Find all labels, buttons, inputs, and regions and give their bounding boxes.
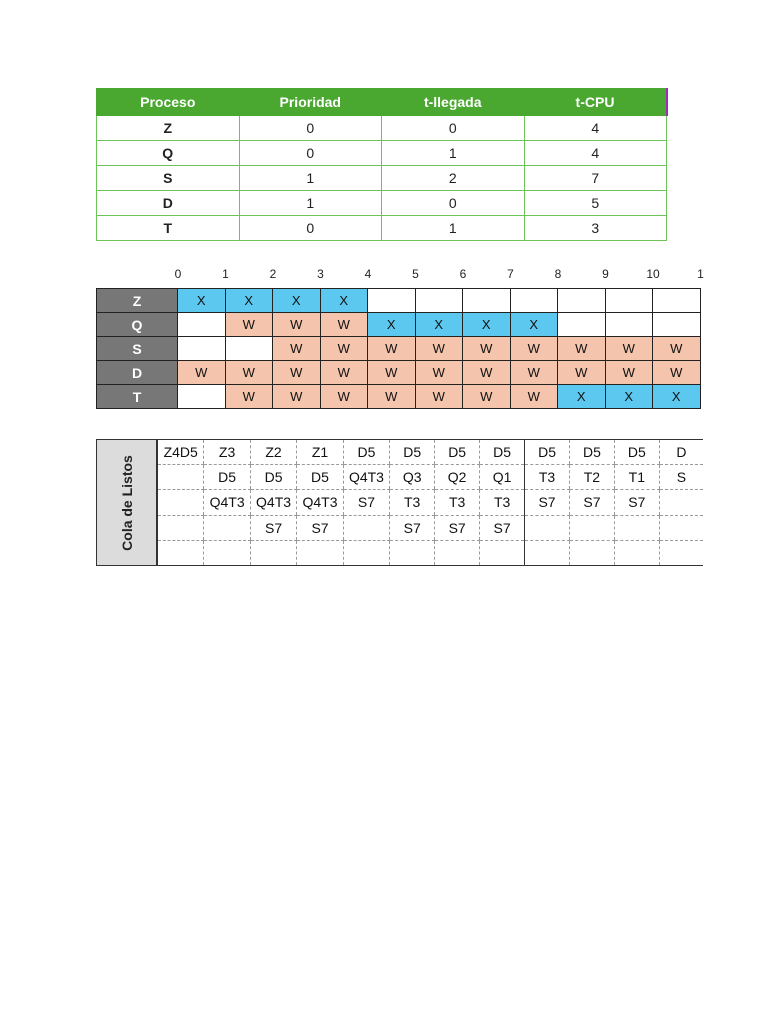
- cpu-time-cell: 5: [524, 191, 667, 216]
- gantt-cell-waiting: W: [463, 385, 511, 409]
- queue-cell: [390, 540, 435, 565]
- queue-cell: Q2: [435, 465, 480, 490]
- table-row: [97, 166, 667, 191]
- gantt-row: [97, 337, 701, 361]
- gantt-cell-waiting: W: [653, 337, 701, 361]
- queue-cell: T1: [614, 465, 659, 490]
- table-row: [97, 216, 667, 241]
- queue-cell: D5: [390, 440, 435, 465]
- queue-cell: D5: [435, 440, 480, 465]
- arrival-cell: 2: [382, 166, 525, 191]
- queue-cell: [659, 490, 703, 515]
- queue-row: [158, 515, 704, 540]
- time-tick: 10: [646, 267, 660, 281]
- gantt-cell-waiting: W: [320, 385, 368, 409]
- time-tick: 6: [459, 267, 467, 281]
- time-tick: 0: [174, 267, 182, 281]
- gantt-cell-empty: [653, 289, 701, 313]
- queue-row: [158, 465, 704, 490]
- gantt-cell-empty: [178, 385, 226, 409]
- process-name: T: [97, 216, 240, 241]
- queue-cell: D: [659, 440, 703, 465]
- queue-cell: [569, 540, 614, 565]
- queue-cell: [297, 540, 343, 565]
- gantt-cell-waiting: W: [178, 361, 226, 385]
- gantt-cell-waiting: W: [225, 361, 273, 385]
- gantt-cell-waiting: W: [463, 361, 511, 385]
- queue-cell: Z4D5: [158, 440, 204, 465]
- arrival-cell: 0: [382, 116, 525, 141]
- gantt-row: [97, 289, 701, 313]
- gantt-time-axis: [96, 265, 716, 285]
- queue-cell: [614, 515, 659, 540]
- queue-cell: D5: [250, 465, 296, 490]
- process-table-header: [97, 89, 667, 116]
- gantt-cell-waiting: W: [510, 337, 558, 361]
- queue-cell: S7: [390, 515, 435, 540]
- gantt-cell-waiting: W: [320, 361, 368, 385]
- queue-cell: [204, 515, 250, 540]
- ready-queue-label-box: [97, 440, 157, 565]
- gantt-cell-empty: [510, 289, 558, 313]
- queue-cell: D5: [480, 440, 525, 465]
- queue-row: [158, 540, 704, 565]
- queue-cell: [525, 540, 570, 565]
- time-tick: 2: [269, 267, 277, 281]
- time-tick: 3: [317, 267, 324, 281]
- gantt-row: [97, 313, 701, 337]
- gantt-cell-waiting: W: [273, 361, 321, 385]
- queue-cell: T2: [569, 465, 614, 490]
- queue-cell: Z2: [250, 440, 296, 465]
- queue-cell: [158, 490, 204, 515]
- cpu-time-cell: 7: [524, 166, 667, 191]
- queue-cell: Q4T3: [343, 465, 389, 490]
- process-name: Z: [97, 116, 240, 141]
- queue-cell: [204, 540, 250, 565]
- gantt-process-label: Q: [97, 313, 178, 337]
- gantt-cell-empty: [178, 313, 226, 337]
- time-tick: 4: [364, 267, 372, 281]
- process-table: [96, 88, 668, 241]
- time-tick: 9: [602, 267, 609, 281]
- gantt-cell-empty: [558, 289, 606, 313]
- process-name: S: [97, 166, 240, 191]
- gantt-cell-running: X: [510, 313, 558, 337]
- ready-queue-label: Cola de Listos: [118, 454, 135, 551]
- queue-cell: S: [659, 465, 703, 490]
- queue-cell: [525, 515, 570, 540]
- time-tick: 5: [412, 267, 419, 281]
- gantt-cell-waiting: W: [320, 337, 368, 361]
- gantt-cell-empty: [653, 313, 701, 337]
- queue-cell: Q3: [390, 465, 435, 490]
- gantt-cell-waiting: W: [273, 385, 321, 409]
- time-tick: 1: [697, 267, 704, 281]
- gantt-process-label: Z: [97, 289, 178, 313]
- gantt-cell-waiting: W: [510, 385, 558, 409]
- gantt-cell-waiting: W: [368, 385, 416, 409]
- gantt-cell-empty: [605, 289, 653, 313]
- priority-cell: 1: [239, 191, 382, 216]
- queue-cell: [435, 540, 480, 565]
- gantt-cell-empty: [463, 289, 511, 313]
- gantt-cell-waiting: W: [415, 337, 463, 361]
- gantt-chart: [96, 288, 703, 413]
- gantt-process-label: S: [97, 337, 178, 361]
- gantt-row: [97, 385, 701, 409]
- time-tick: 1: [222, 267, 229, 281]
- gantt-cell-running: X: [463, 313, 511, 337]
- queue-cell: D5: [343, 440, 389, 465]
- gantt-cell-waiting: W: [463, 337, 511, 361]
- queue-cell: D5: [614, 440, 659, 465]
- header-t-llegada: t-llegada: [382, 89, 525, 116]
- queue-cell: Z1: [297, 440, 343, 465]
- gantt-cell-waiting: W: [558, 337, 606, 361]
- queue-cell: [158, 515, 204, 540]
- table-row: [97, 141, 667, 166]
- priority-cell: 0: [239, 216, 382, 241]
- time-tick: 7: [507, 267, 514, 281]
- queue-row: [158, 440, 704, 465]
- queue-cell: S7: [569, 490, 614, 515]
- queue-cell: D5: [204, 465, 250, 490]
- header-proceso: Proceso: [97, 89, 240, 116]
- priority-cell: 0: [239, 141, 382, 166]
- gantt-cell-running: X: [178, 289, 226, 313]
- gantt-cell-running: X: [605, 385, 653, 409]
- gantt-cell-running: X: [225, 289, 273, 313]
- queue-cell: [343, 515, 389, 540]
- queue-cell: S7: [250, 515, 296, 540]
- gantt-cell-running: X: [320, 289, 368, 313]
- queue-cell: Z3: [204, 440, 250, 465]
- gantt-row: [97, 361, 701, 385]
- queue-cell: Q4T3: [297, 490, 343, 515]
- gantt-cell-waiting: W: [273, 313, 321, 337]
- gantt-process-label: T: [97, 385, 178, 409]
- arrival-cell: 1: [382, 141, 525, 166]
- queue-cell: Q4T3: [250, 490, 296, 515]
- gantt-cell-empty: [415, 289, 463, 313]
- header-prioridad: Prioridad: [239, 89, 382, 116]
- queue-cell: S7: [614, 490, 659, 515]
- gantt-grid: [96, 288, 701, 409]
- gantt-process-label: D: [97, 361, 178, 385]
- gantt-cell-waiting: W: [510, 361, 558, 385]
- header-t-cpu: t-CPU: [524, 89, 667, 116]
- queue-cell: D5: [569, 440, 614, 465]
- gantt-cell-running: X: [653, 385, 701, 409]
- process-name: Q: [97, 141, 240, 166]
- priority-cell: 1: [239, 166, 382, 191]
- arrival-cell: 0: [382, 191, 525, 216]
- gantt-cell-waiting: W: [273, 337, 321, 361]
- queue-cell: [569, 515, 614, 540]
- queue-cell: S7: [480, 515, 525, 540]
- cpu-time-cell: 3: [524, 216, 667, 241]
- queue-row: [158, 490, 704, 515]
- queue-cell: [659, 540, 703, 565]
- gantt-cell-waiting: W: [558, 361, 606, 385]
- ready-queue-grid: [157, 440, 703, 565]
- gantt-cell-empty: [368, 289, 416, 313]
- queue-cell: [614, 540, 659, 565]
- gantt-cell-waiting: W: [368, 361, 416, 385]
- gantt-cell-running: X: [368, 313, 416, 337]
- queue-cell: Q1: [480, 465, 525, 490]
- queue-cell: T3: [435, 490, 480, 515]
- time-tick: 8: [554, 267, 562, 281]
- priority-cell: 0: [239, 116, 382, 141]
- queue-cell: S7: [297, 515, 343, 540]
- cpu-time-cell: 4: [524, 116, 667, 141]
- queue-cell: D5: [525, 440, 570, 465]
- queue-cell: [158, 540, 204, 565]
- queue-cell: T3: [525, 465, 570, 490]
- gantt-cell-waiting: W: [225, 313, 273, 337]
- table-row: [97, 191, 667, 216]
- arrival-cell: 1: [382, 216, 525, 241]
- cpu-time-cell: 4: [524, 141, 667, 166]
- queue-cell: S7: [435, 515, 480, 540]
- queue-cell: S7: [525, 490, 570, 515]
- gantt-cell-empty: [178, 337, 226, 361]
- gantt-cell-empty: [605, 313, 653, 337]
- gantt-cell-waiting: W: [653, 361, 701, 385]
- gantt-cell-waiting: W: [605, 337, 653, 361]
- queue-cell: Q4T3: [204, 490, 250, 515]
- process-name: D: [97, 191, 240, 216]
- gantt-cell-waiting: W: [368, 337, 416, 361]
- gantt-cell-waiting: W: [320, 313, 368, 337]
- queue-cell: T3: [390, 490, 435, 515]
- gantt-cell-running: X: [415, 313, 463, 337]
- gantt-cell-waiting: W: [415, 361, 463, 385]
- queue-cell: [343, 540, 389, 565]
- gantt-cell-empty: [558, 313, 606, 337]
- gantt-cell-waiting: W: [605, 361, 653, 385]
- queue-cell: [158, 465, 204, 490]
- gantt-cell-running: X: [273, 289, 321, 313]
- ready-queue: [96, 439, 703, 566]
- queue-cell: [659, 515, 703, 540]
- gantt-cell-running: X: [558, 385, 606, 409]
- table-row: [97, 116, 667, 141]
- queue-cell: S7: [343, 490, 389, 515]
- gantt-cell-empty: [225, 337, 273, 361]
- gantt-cell-waiting: W: [225, 385, 273, 409]
- queue-cell: D5: [297, 465, 343, 490]
- queue-cell: [480, 540, 525, 565]
- queue-cell: T3: [480, 490, 525, 515]
- queue-cell: [250, 540, 296, 565]
- gantt-cell-waiting: W: [415, 385, 463, 409]
